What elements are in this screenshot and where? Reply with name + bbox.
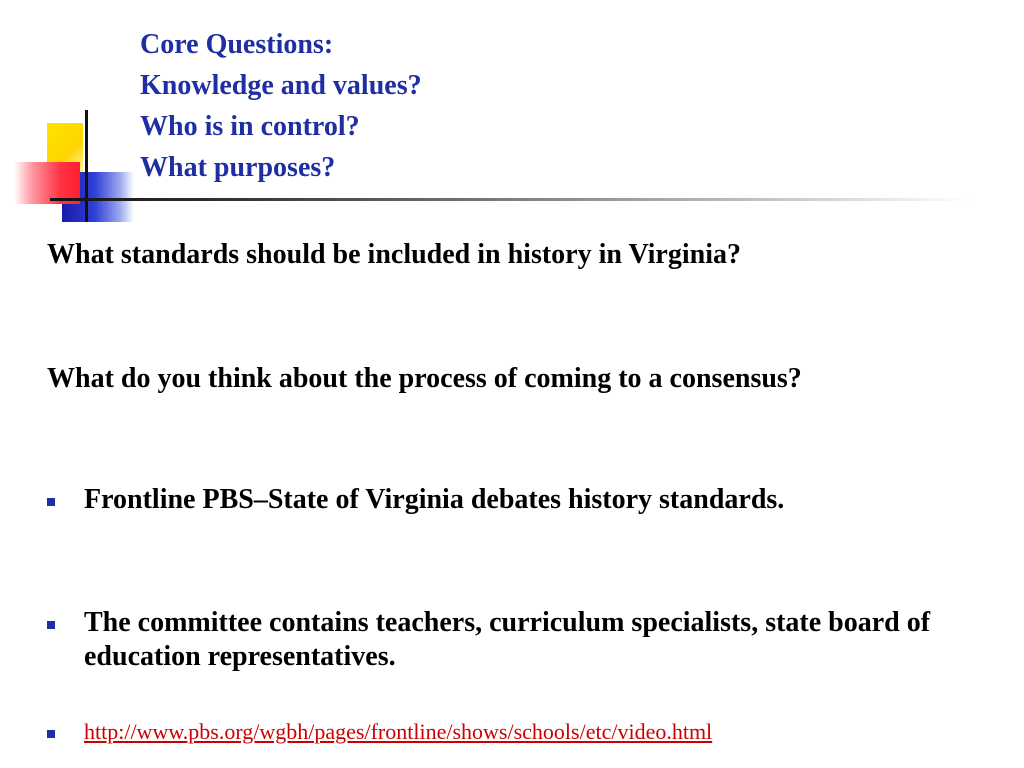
square-bullet-icon	[47, 730, 55, 738]
question-consensus: What do you think about the process of coming to a consensus?	[47, 363, 802, 394]
title-line: Who is in control?	[140, 111, 360, 142]
square-bullet-icon	[47, 621, 55, 629]
vertical-rule-decoration	[85, 110, 88, 222]
title-line: Knowledge and values?	[140, 70, 422, 101]
bullet-text: Frontline PBS–State of Virginia debates history standards.	[84, 484, 785, 515]
list-item	[47, 606, 997, 674]
title-underline-rule	[50, 198, 970, 201]
video-link[interactable]: http://www.pbs.org/wgbh/pages/frontline/shows/schools/etc/video.html	[84, 719, 713, 744]
list-item	[47, 483, 997, 517]
question-standards: What standards should be included in history in Virginia?	[47, 239, 741, 270]
square-bullet-icon	[47, 498, 55, 506]
bullet-link-container	[84, 718, 997, 746]
title-line: Core Questions:	[140, 29, 334, 60]
list-item	[47, 718, 997, 746]
title-line: What purposes?	[140, 152, 336, 183]
bullet-text: The committee contains teachers, curriculum specialists, state board of education representatives.	[84, 607, 931, 672]
slide-title	[140, 24, 422, 188]
